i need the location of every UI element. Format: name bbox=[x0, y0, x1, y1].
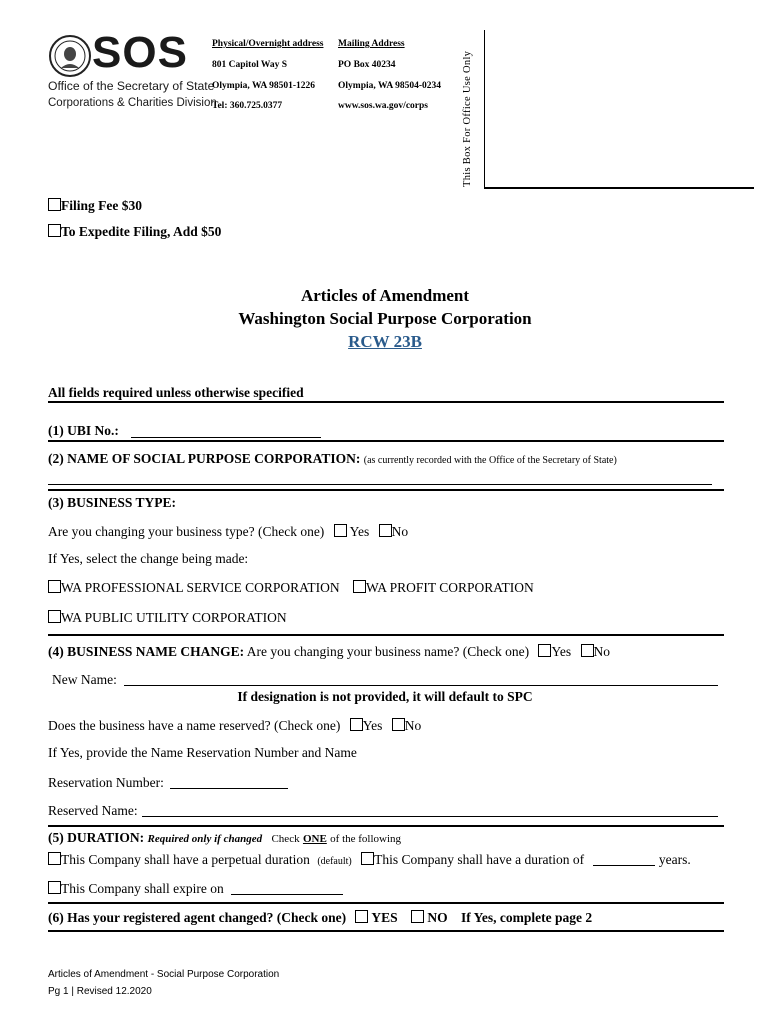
agent-no-label: NO bbox=[427, 910, 448, 925]
reservation-instruction: If Yes, provide the Name Reservation Number and Name bbox=[48, 745, 357, 760]
agent-no-checkbox[interactable] bbox=[411, 910, 424, 923]
footer-title: Articles of Amendment - Social Purpose Corporation bbox=[48, 969, 280, 980]
duration-options-row bbox=[48, 852, 691, 868]
name-change-yes-checkbox[interactable] bbox=[538, 644, 551, 657]
physical-address-line2: Olympia, WA 98501-1226 bbox=[212, 81, 316, 91]
business-type-yes-checkbox[interactable] bbox=[334, 524, 347, 537]
logo-wordmark: SOS bbox=[92, 28, 188, 77]
yes-label: Yes bbox=[349, 524, 370, 539]
reserved-name-label: Reserved Name: bbox=[48, 803, 138, 818]
expedite-option[interactable] bbox=[48, 224, 221, 240]
name-reserved-no-checkbox[interactable] bbox=[392, 718, 405, 731]
rcw-link[interactable]: RCW 23B bbox=[348, 332, 422, 351]
filing-fee-label: Filing Fee $30 bbox=[61, 198, 142, 213]
professional-service-label: WA PROFESSIONAL SERVICE CORPORATION bbox=[61, 580, 340, 595]
name-reserved-row bbox=[48, 718, 421, 734]
required-note: All fields required unless otherwise specified bbox=[48, 385, 304, 400]
section-divider bbox=[48, 825, 724, 827]
duration-years-input[interactable] bbox=[593, 853, 655, 866]
sos-logo bbox=[48, 28, 217, 114]
agent-yes-label: YES bbox=[371, 910, 398, 925]
business-type-label: (3) BUSINESS TYPE: bbox=[48, 495, 177, 510]
section-divider bbox=[48, 930, 724, 932]
name-reserved-yes-checkbox[interactable] bbox=[350, 718, 363, 731]
name-change-label: (4) BUSINESS NAME CHANGE: bbox=[48, 644, 245, 659]
years-label: years. bbox=[658, 852, 691, 867]
business-type-no-checkbox[interactable] bbox=[379, 524, 392, 537]
duration-of-label: This Company shall have a duration of bbox=[374, 852, 585, 867]
expedite-checkbox[interactable] bbox=[48, 224, 61, 237]
form-title: Articles of Amendment bbox=[300, 286, 470, 305]
reserved-name-input[interactable] bbox=[142, 804, 718, 817]
physical-address-line1: 801 Capitol Way S bbox=[212, 60, 288, 70]
no-label: No bbox=[391, 524, 409, 539]
check-word: Check bbox=[271, 833, 300, 845]
section-divider bbox=[48, 489, 724, 491]
profit-corp-label: WA PROFIT CORPORATION bbox=[365, 580, 534, 595]
of-the-following: of the following bbox=[330, 833, 402, 845]
yes-label: Yes bbox=[362, 718, 383, 733]
default-note: (default) bbox=[317, 856, 352, 867]
office-use-box-border bbox=[484, 187, 754, 189]
section-divider bbox=[48, 401, 724, 403]
expedite-label: To Expedite Filing, Add $50 bbox=[61, 224, 222, 239]
mailing-address-line1: PO Box 40234 bbox=[338, 60, 396, 70]
physical-address-label: Physical/Overnight address bbox=[212, 39, 324, 49]
agent-note: If Yes, complete page 2 bbox=[461, 910, 593, 925]
name-change-no-checkbox[interactable] bbox=[581, 644, 594, 657]
corp-name-note: (as currently recorded with the Office of the Secretary of State) bbox=[363, 455, 617, 466]
expire-label: This Company shall expire on bbox=[61, 881, 224, 896]
mailing-address-label: Mailing Address bbox=[338, 39, 405, 49]
business-type-question-row bbox=[48, 524, 408, 540]
registered-agent-label: (6) Has your registered agent changed? (Check one) bbox=[48, 910, 347, 925]
agent-yes-checkbox[interactable] bbox=[355, 910, 368, 923]
ubi-input[interactable] bbox=[131, 425, 321, 438]
office-use-label: This Box For Office Use Only bbox=[462, 50, 473, 187]
public-utility-option bbox=[48, 610, 287, 626]
expire-checkbox[interactable] bbox=[48, 881, 61, 894]
office-use-box-border bbox=[484, 30, 485, 188]
no-label: No bbox=[404, 718, 422, 733]
public-utility-checkbox[interactable] bbox=[48, 610, 61, 623]
phone-number: Tel: 360.725.0377 bbox=[212, 101, 283, 111]
corp-name-heading bbox=[48, 451, 617, 467]
new-name-input[interactable] bbox=[124, 673, 718, 686]
no-label: No bbox=[593, 644, 610, 659]
website-url[interactable]: www.sos.wa.gov/corps bbox=[338, 101, 428, 111]
name-change-row bbox=[48, 644, 610, 660]
rcw-link-wrap bbox=[0, 332, 770, 352]
name-change-question: Are you changing your business name? (Check one) bbox=[246, 644, 530, 659]
filing-fee-checkbox[interactable] bbox=[48, 198, 61, 211]
business-type-question: Are you changing your business type? (Check one) bbox=[48, 524, 325, 539]
one-word: ONE bbox=[302, 833, 327, 845]
duration-required-note: Required only if changed bbox=[147, 833, 263, 845]
duration-years-checkbox[interactable] bbox=[361, 852, 374, 865]
footer-page-info: Pg 1 | Revised 12.2020 bbox=[48, 986, 152, 997]
section-divider bbox=[48, 902, 724, 904]
duration-label: (5) DURATION: bbox=[48, 830, 145, 845]
mailing-address-line2: Olympia, WA 98504-0234 bbox=[338, 81, 442, 91]
public-utility-label: WA PUBLIC UTILITY CORPORATION bbox=[61, 610, 287, 625]
duration-heading bbox=[48, 830, 401, 846]
registered-agent-row bbox=[48, 910, 592, 926]
expire-row bbox=[48, 881, 343, 897]
perpetual-checkbox[interactable] bbox=[48, 852, 61, 865]
ubi-label: (1) UBI No.: bbox=[48, 423, 119, 438]
form-subtitle: Washington Social Purpose Corporation bbox=[238, 309, 532, 328]
business-type-options-row bbox=[48, 580, 534, 596]
section-divider bbox=[48, 634, 724, 636]
division-name: Corporations & Charities Division bbox=[48, 97, 217, 109]
office-name: Office of the Secretary of State bbox=[48, 79, 215, 93]
reservation-number-label: Reservation Number: bbox=[48, 775, 164, 790]
professional-service-checkbox[interactable] bbox=[48, 580, 61, 593]
perpetual-label: This Company shall have a perpetual duration bbox=[61, 852, 310, 867]
section-divider bbox=[48, 440, 724, 442]
profit-corp-checkbox[interactable] bbox=[353, 580, 366, 593]
new-name-label: New Name: bbox=[52, 672, 117, 687]
state-seal-icon bbox=[48, 34, 92, 78]
expire-date-input[interactable] bbox=[231, 882, 343, 895]
designation-note: If designation is not provided, it will default to SPC bbox=[237, 689, 533, 704]
yes-label: Yes bbox=[551, 644, 572, 659]
business-type-select-instruction: If Yes, select the change being made: bbox=[48, 551, 249, 566]
filing-fee-option[interactable] bbox=[48, 198, 142, 214]
reservation-number-input[interactable] bbox=[170, 776, 288, 789]
corp-name-label: (2) NAME OF SOCIAL PURPOSE CORPORATION: bbox=[48, 451, 361, 466]
name-reserved-question: Does the business have a name reserved? (Check one) bbox=[48, 718, 341, 733]
corp-name-input[interactable] bbox=[48, 484, 712, 485]
